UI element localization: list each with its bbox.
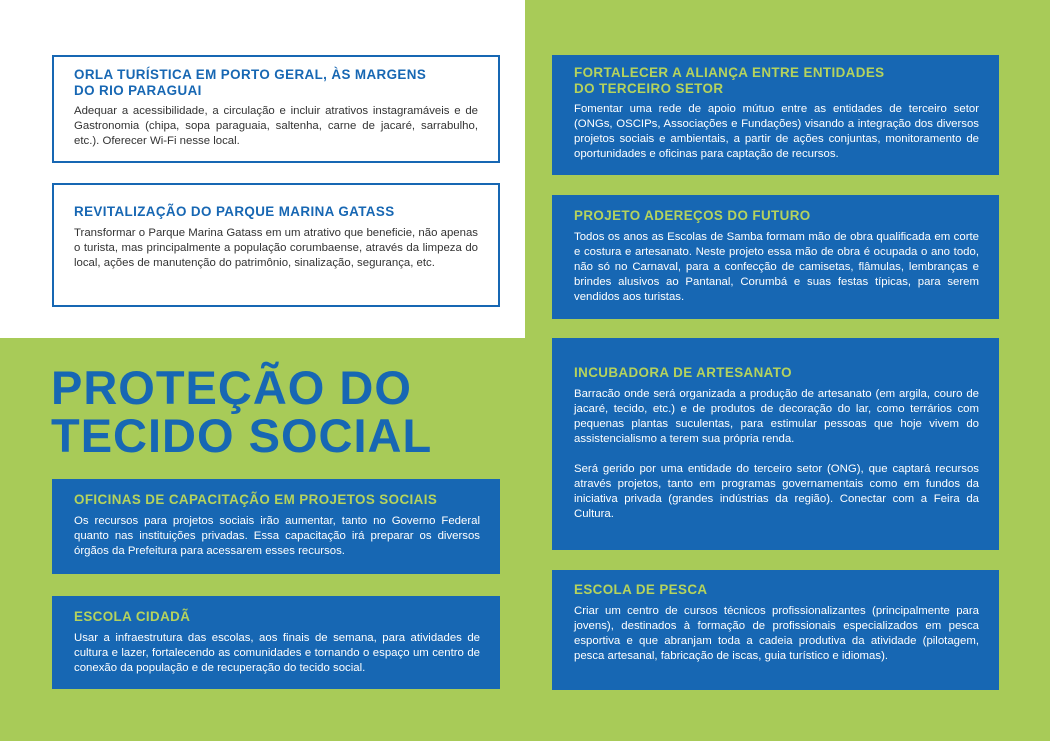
card-title: FORTALECER A ALIANÇA ENTRE ENTIDADES DO TERCEIRO SETOR xyxy=(574,65,885,96)
card-body: Barracão onde será organizada a produção de artesanato (em argila, couro de jacaré, tecido, etc.) e de produtos de decoração do lar, como terrários com pequenas plantas suculentas, para estimular pessoas que hoje vivem do assistencialismo a terem sua própria renda. xyxy=(574,387,979,445)
card-title: OFICINAS DE CAPACITAÇÃO EM PROJETOS SOCIAIS xyxy=(74,492,438,507)
card-aderecos-do-futuro xyxy=(552,195,999,319)
card-oficinas-capacitacao xyxy=(52,479,500,574)
card-title: ESCOLA DE PESCA xyxy=(574,582,708,597)
card-title: ESCOLA CIDADÃ xyxy=(74,609,191,624)
card-escola-cidada xyxy=(52,596,500,689)
card-body: Os recursos para projetos sociais irão aumentar, tanto no Governo Federal quanto nas instituições privadas. Essa capacitação irá preparar os diversos órgãos da Prefeitura para acessarem esses recursos. xyxy=(74,514,480,557)
card-body: Fomentar uma rede de apoio mútuo entre as entidades de terceiro setor (ONGs, OSCIPs, Associações e Fundações) visando a integração dos diversos projetos sociais e ambientais, a partir de ações conjuntas, monitoramento de oportunidades e oficinas para captação de recursos. xyxy=(574,103,979,160)
card-title: REVITALIZAÇÃO DO PARQUE MARINA GATASS xyxy=(74,204,395,219)
section-title: PROTEÇÃO DO TECIDO SOCIAL xyxy=(51,361,433,462)
card-body: Transformar o Parque Marina Gatass em um atrativo que beneficie, não apenas o turista, mas principalmente a população corumbaense, através da limpeza do local, ações de manutenção do patrimônio, sinalização, segurança, etc. xyxy=(74,226,478,269)
card-body: Criar um centro de cursos técnicos profissionalizantes (principalmente para jovens), destinados à formação de profissionais especializados em pesca esportiva e que abranjam toda a cadeia produtiva da atividade (pilotagem, pesca artesanal, fabricação de iscas, guia turístico e idiomas). xyxy=(574,604,979,662)
card-parque-marina-gatass xyxy=(52,183,500,307)
card-body: Adequar a acessibilidade, a circulação e incluir atrativos instagramáveis e de Gastronomia (chipa, sopa paraguaia, saltenha, carne de jacaré, sarrabulho, etc.). Oferecer Wi-Fi nesse local. xyxy=(74,105,478,147)
card-body: Todos os anos as Escolas de Samba formam mão de obra qualificada em corte e costura e artesanato. Neste projeto essa mão de obra é ocupada o ano todo, não só no Carnaval, para a confecção de camisetas, flâmulas, lembranças e brindes alusivos ao Pantanal, Corumbá e suas festas típicas, para serem vendidos aos turistas. xyxy=(574,230,979,303)
card-title: ORLA TURÍSTICA EM PORTO GERAL, ÀS MARGENS DO RIO PARAGUAI xyxy=(74,67,427,98)
card-orla-turistica xyxy=(52,55,500,163)
card-title: INCUBADORA DE ARTESANATO xyxy=(574,365,792,380)
card-body: Usar a infraestrutura das escolas, aos finais de semana, para atividades de cultura e lazer, fortalecendo as comunidades e tornando o espaço um centro de conexão da população e de recuperação do tecido social. xyxy=(74,631,480,674)
card-escola-de-pesca xyxy=(552,570,999,690)
card-fortalecer-alianca xyxy=(552,55,999,175)
card-incubadora-artesanato xyxy=(552,338,999,550)
card-body-2: Será gerido por uma entidade do terceiro setor (ONG), que captará recursos através projetos, tanto em programas governamentais como em fundos da iniciativa privada (grandes indústrias da região). Conectar com a Feira da Cultura. xyxy=(574,462,979,520)
card-title: PROJETO ADEREÇOS DO FUTURO xyxy=(574,208,811,223)
